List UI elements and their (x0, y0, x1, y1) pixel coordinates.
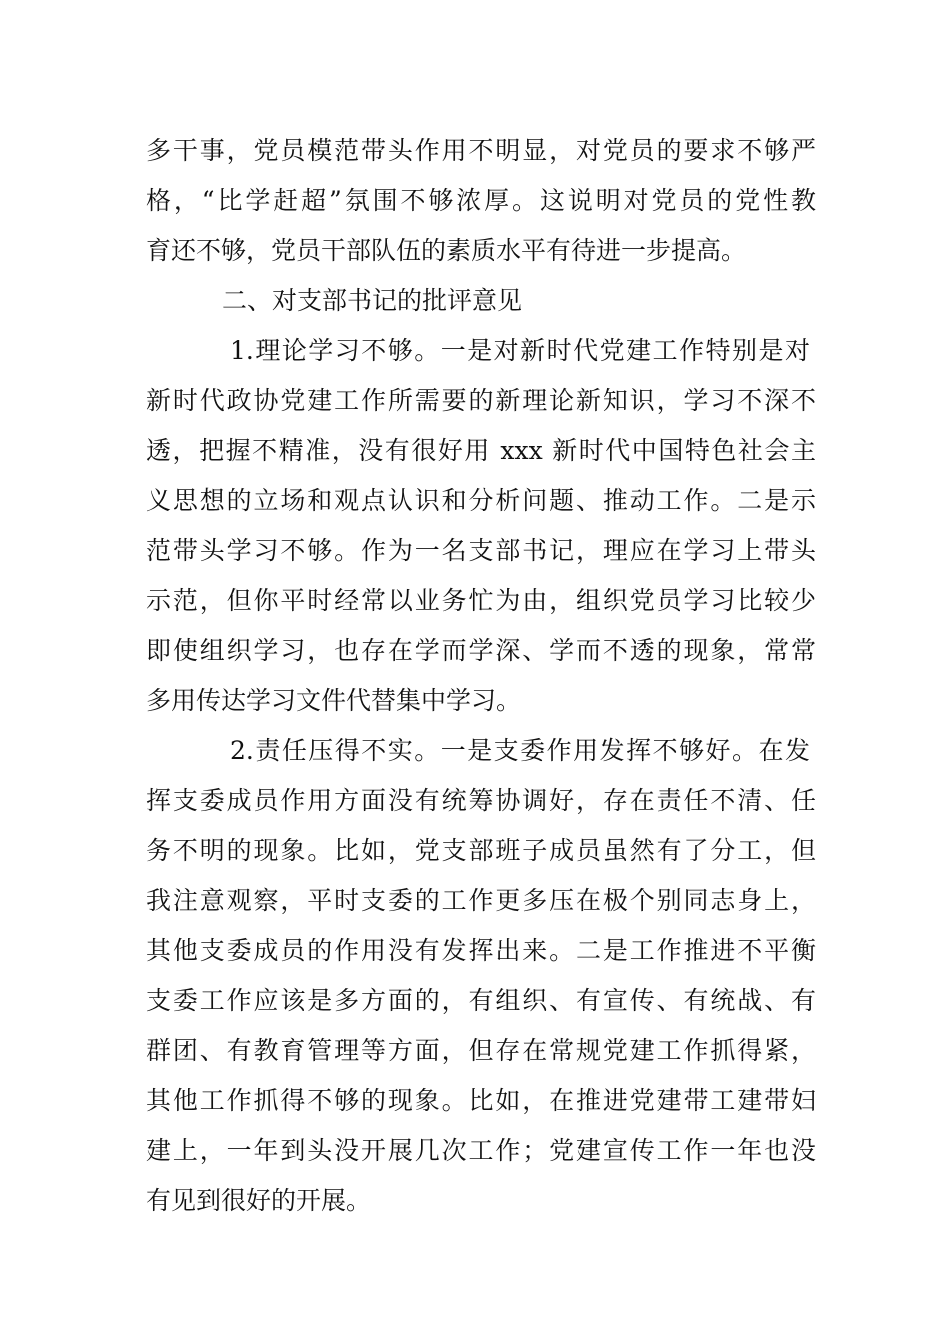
text-line: 多用传达学习文件代替集中学习。 (146, 686, 522, 715)
text-line: 育还不够，党员干部队伍的素质水平有待进一步提高。 (146, 236, 747, 265)
text-line: 我注意观察，平时支委的工作更多压在极个别同志身上， (146, 886, 816, 915)
text-line: 示范，但你平时经常以业务忙为由，组织党员学习比较少 (146, 586, 816, 615)
text-line: 务不明的现象。比如，党支部班子成员虽然有了分工，但 (146, 836, 816, 865)
text-line: 范带头学习不够。作为一名支部书记，理应在学习上带头 (146, 536, 816, 565)
text-line: 挥支委成员作用方面没有统筹协调好，存在责任不清、任 (146, 786, 816, 815)
text-line: 义思想的立场和观点认识和分析问题、推动工作。二是示 (146, 486, 816, 515)
paragraph-1-first-line: 1.理论学习不够。一是对新时代党建工作特别是对 (230, 336, 810, 365)
text-line: 格，“比学赶超”氛围不够浓厚。这说明对党员的党性教 (146, 186, 816, 215)
text-line: 建上，一年到头没开展几次工作；党建宣传工作一年也没 (146, 1136, 816, 1165)
text-line: 透，把握不精准，没有很好用 xxx 新时代中国特色社会主 (146, 436, 816, 465)
text-line: 其他工作抓得不够的现象。比如，在推进党建带工建带妇 (146, 1086, 816, 1115)
text-line: 支委工作应该是多方面的，有组织、有宣传、有统战、有 (146, 986, 816, 1015)
text-line: 其他支委成员的作用没有发挥出来。二是工作推进不平衡 (146, 936, 816, 965)
text-line: 即使组织学习，也存在学而学深、学而不透的现象，常常 (146, 636, 816, 665)
paragraph-2-first-line: 2.责任压得不实。一是支委作用发挥不够好。在发 (230, 736, 810, 765)
text-line: 有见到很好的开展。 (146, 1186, 372, 1215)
text-line: 群团、有教育管理等方面，但存在常规党建工作抓得紧， (146, 1036, 816, 1065)
section-heading: 二、对支部书记的批评意见 (222, 286, 523, 315)
text-line: 多干事，党员模范带头作用不明显，对党员的要求不够严 (146, 136, 816, 165)
text-line: 新时代政协党建工作所需要的新理论新知识，学习不深不 (146, 386, 816, 415)
